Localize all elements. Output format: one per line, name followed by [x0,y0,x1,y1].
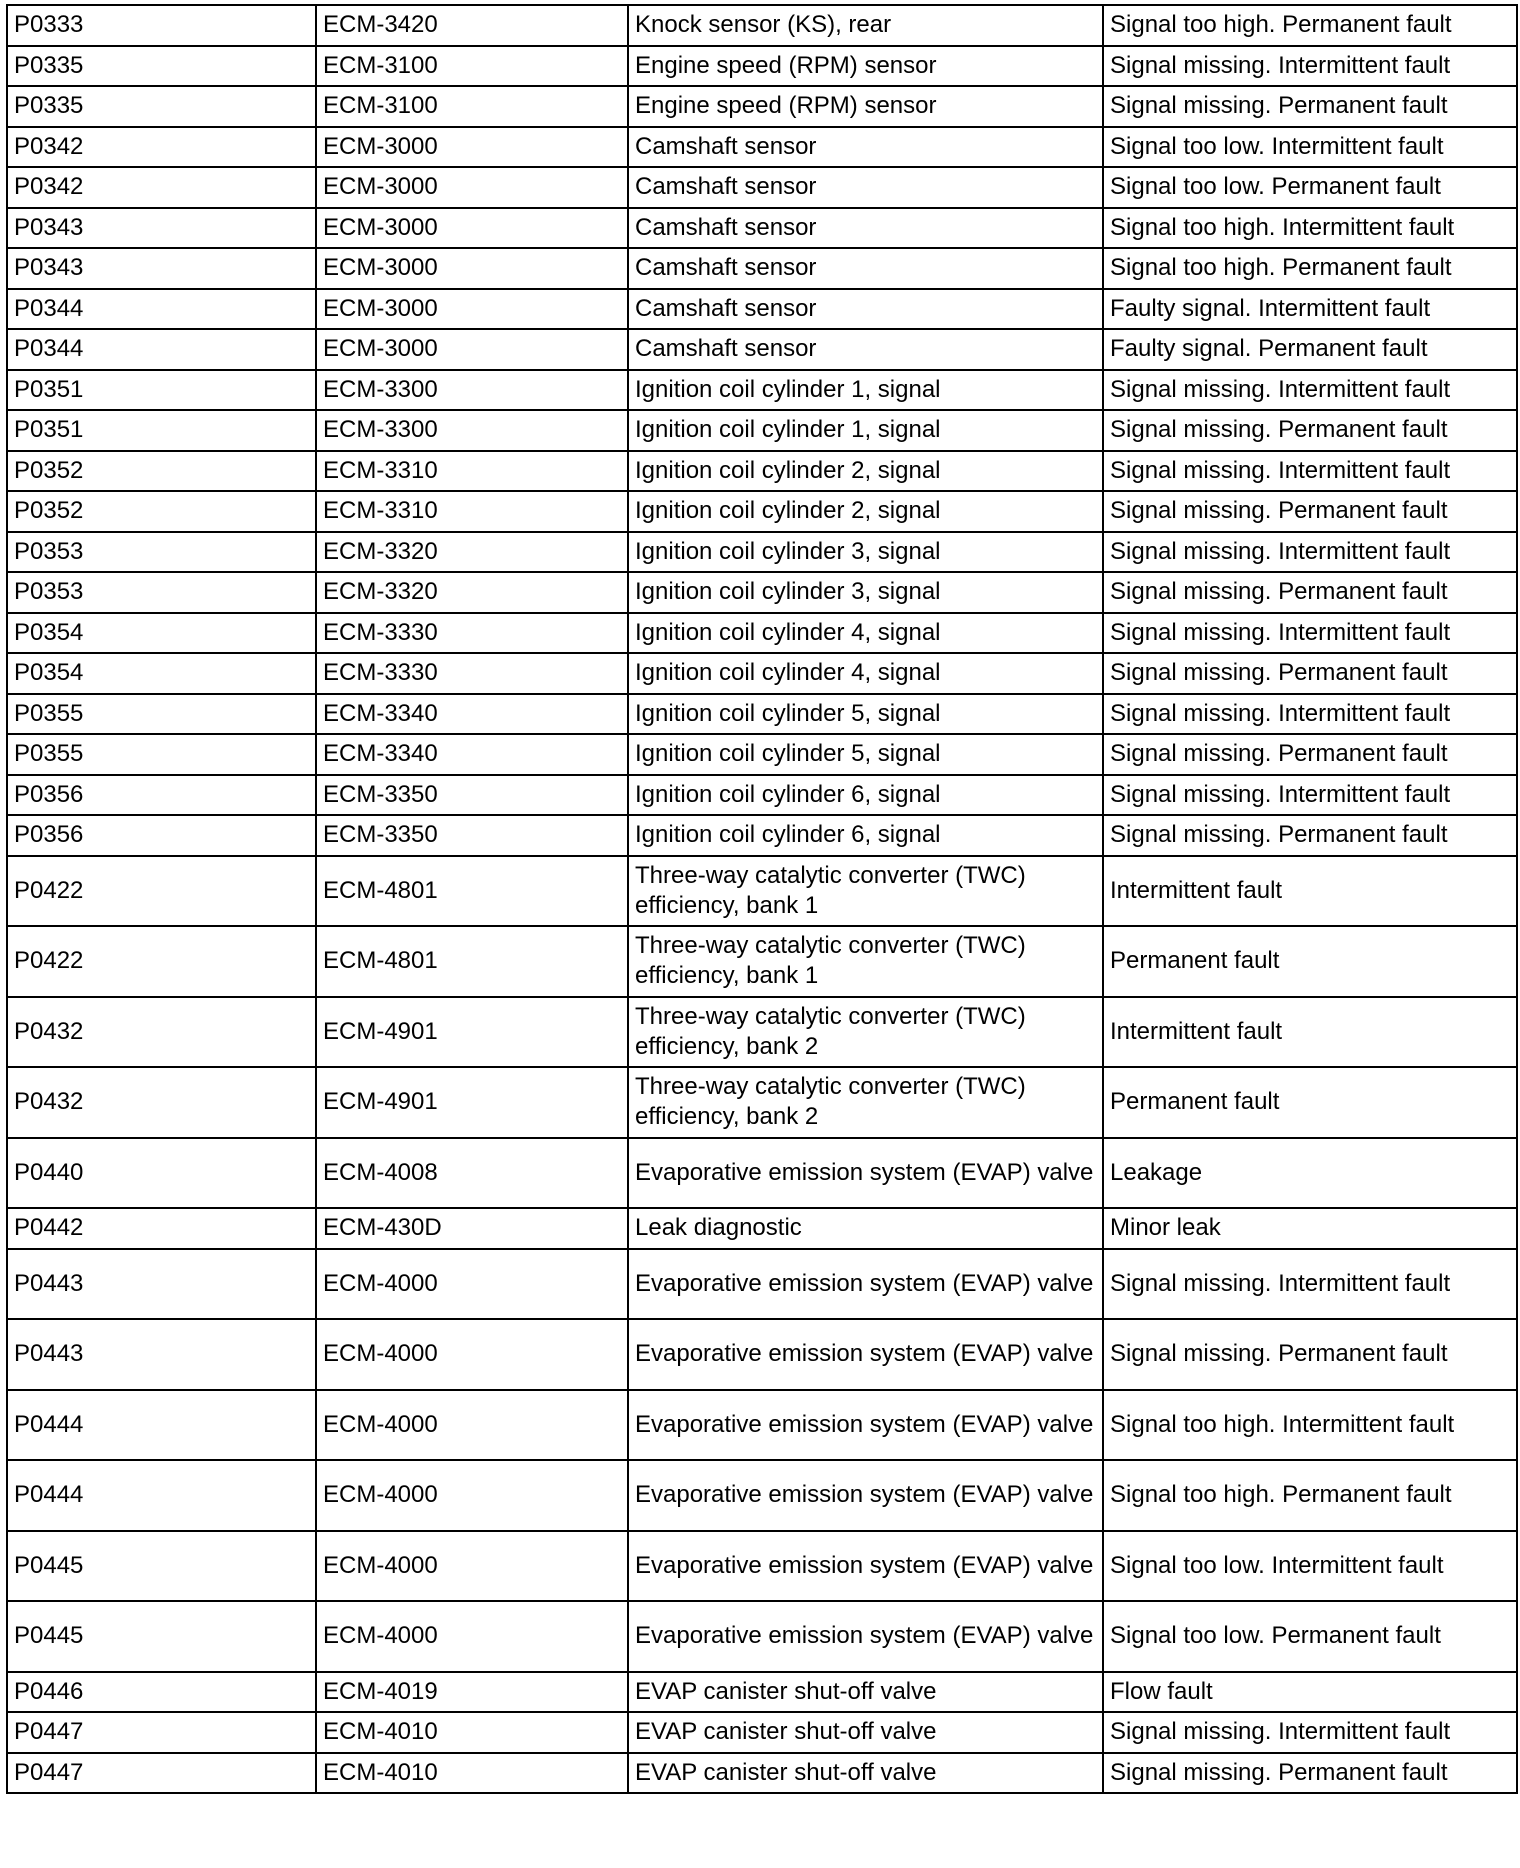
component-cell: Ignition coil cylinder 5, signal [628,734,1103,775]
table-row [7,1390,1517,1461]
table-row [7,5,1517,46]
component-cell: Knock sensor (KS), rear [628,5,1103,46]
dtc-code-cell: P0343 [7,208,316,249]
fault-code-table-body [7,5,1517,1793]
component-cell: Camshaft sensor [628,248,1103,289]
fault-description-cell: Minor leak [1103,1208,1517,1249]
component-cell: Ignition coil cylinder 2, signal [628,491,1103,532]
component-cell: Engine speed (RPM) sensor [628,86,1103,127]
dtc-code-cell: P0432 [7,997,316,1068]
dtc-code-cell: P0354 [7,613,316,654]
fault-description-cell: Signal missing. Permanent fault [1103,1319,1517,1390]
table-row [7,572,1517,613]
dtc-code-cell: P0444 [7,1460,316,1531]
dtc-code-cell: P0444 [7,1390,316,1461]
table-row [7,208,1517,249]
component-cell: Ignition coil cylinder 6, signal [628,775,1103,816]
fault-description-cell: Signal too low. Permanent fault [1103,1601,1517,1672]
ecm-code-cell: ECM-4000 [316,1531,628,1602]
ecm-code-cell: ECM-3000 [316,208,628,249]
table-row [7,451,1517,492]
component-cell: Evaporative emission system (EVAP) valve [628,1460,1103,1531]
dtc-code-cell: P0443 [7,1249,316,1320]
table-row [7,1460,1517,1531]
component-cell: Evaporative emission system (EVAP) valve [628,1390,1103,1461]
dtc-code-cell: P0354 [7,653,316,694]
table-row [7,997,1517,1068]
fault-description-cell: Signal missing. Intermittent fault [1103,694,1517,735]
fault-description-cell: Signal missing. Permanent fault [1103,491,1517,532]
fault-description-cell: Flow fault [1103,1672,1517,1713]
table-row [7,613,1517,654]
dtc-code-cell: P0342 [7,127,316,168]
dtc-code-cell: P0443 [7,1319,316,1390]
component-cell: Leak diagnostic [628,1208,1103,1249]
table-row [7,1712,1517,1753]
fault-description-cell: Signal missing. Permanent fault [1103,572,1517,613]
component-cell: Evaporative emission system (EVAP) valve [628,1138,1103,1209]
fault-description-cell: Signal too high. Permanent fault [1103,5,1517,46]
component-cell: Camshaft sensor [628,208,1103,249]
table-row [7,1601,1517,1672]
ecm-code-cell: ECM-4801 [316,856,628,927]
dtc-code-cell: P0333 [7,5,316,46]
table-row [7,289,1517,330]
dtc-code-cell: P0432 [7,1067,316,1138]
fault-description-cell: Signal missing. Intermittent fault [1103,775,1517,816]
ecm-code-cell: ECM-4010 [316,1753,628,1794]
component-cell: EVAP canister shut-off valve [628,1672,1103,1713]
fault-description-cell: Intermittent fault [1103,856,1517,927]
dtc-code-cell: P0447 [7,1712,316,1753]
dtc-code-cell: P0351 [7,370,316,411]
table-row [7,1138,1517,1209]
ecm-code-cell: ECM-3420 [316,5,628,46]
dtc-code-cell: P0342 [7,167,316,208]
fault-description-cell: Signal too low. Intermittent fault [1103,1531,1517,1602]
component-cell: Camshaft sensor [628,289,1103,330]
table-row [7,1249,1517,1320]
table-row [7,775,1517,816]
component-cell: Evaporative emission system (EVAP) valve [628,1249,1103,1320]
ecm-code-cell: ECM-3330 [316,613,628,654]
dtc-code-cell: P0335 [7,86,316,127]
ecm-code-cell: ECM-4000 [316,1390,628,1461]
ecm-code-cell: ECM-3100 [316,86,628,127]
fault-description-cell: Signal too low. Intermittent fault [1103,127,1517,168]
table-row [7,86,1517,127]
fault-description-cell: Signal too high. Permanent fault [1103,248,1517,289]
table-row [7,734,1517,775]
component-cell: Ignition coil cylinder 1, signal [628,410,1103,451]
ecm-code-cell: ECM-4019 [316,1672,628,1713]
fault-description-cell: Signal missing. Permanent fault [1103,86,1517,127]
table-row [7,248,1517,289]
component-cell: Camshaft sensor [628,127,1103,168]
ecm-code-cell: ECM-3330 [316,653,628,694]
component-cell: Three-way catalytic converter (TWC) efficiency, bank 2 [628,1067,1103,1138]
ecm-code-cell: ECM-4901 [316,1067,628,1138]
component-cell: Ignition coil cylinder 5, signal [628,694,1103,735]
component-cell: Ignition coil cylinder 1, signal [628,370,1103,411]
fault-description-cell: Signal missing. Intermittent fault [1103,1712,1517,1753]
fault-description-cell: Leakage [1103,1138,1517,1209]
dtc-code-cell: P0445 [7,1601,316,1672]
fault-description-cell: Signal missing. Permanent fault [1103,653,1517,694]
component-cell: Ignition coil cylinder 4, signal [628,653,1103,694]
dtc-code-cell: P0353 [7,532,316,573]
component-cell: Camshaft sensor [628,167,1103,208]
ecm-code-cell: ECM-4901 [316,997,628,1068]
ecm-code-cell: ECM-4000 [316,1249,628,1320]
table-row [7,1208,1517,1249]
ecm-code-cell: ECM-3000 [316,167,628,208]
component-cell: Ignition coil cylinder 4, signal [628,613,1103,654]
dtc-code-cell: P0352 [7,451,316,492]
dtc-code-cell: P0344 [7,329,316,370]
fault-description-cell: Faulty signal. Intermittent fault [1103,289,1517,330]
component-cell: Ignition coil cylinder 3, signal [628,572,1103,613]
fault-description-cell: Signal missing. Intermittent fault [1103,613,1517,654]
dtc-code-cell: P0353 [7,572,316,613]
dtc-code-cell: P0344 [7,289,316,330]
dtc-code-cell: P0445 [7,1531,316,1602]
fault-description-cell: Signal missing. Intermittent fault [1103,532,1517,573]
table-row [7,127,1517,168]
ecm-code-cell: ECM-3340 [316,734,628,775]
ecm-code-cell: ECM-3000 [316,248,628,289]
fault-description-cell: Signal missing. Permanent fault [1103,815,1517,856]
fault-description-cell: Signal too high. Intermittent fault [1103,208,1517,249]
ecm-code-cell: ECM-4008 [316,1138,628,1209]
dtc-code-cell: P0352 [7,491,316,532]
dtc-code-cell: P0356 [7,815,316,856]
table-row [7,532,1517,573]
ecm-code-cell: ECM-4000 [316,1601,628,1672]
fault-description-cell: Signal missing. Permanent fault [1103,734,1517,775]
component-cell: Three-way catalytic converter (TWC) efficiency, bank 1 [628,856,1103,927]
component-cell: EVAP canister shut-off valve [628,1753,1103,1794]
fault-description-cell: Signal too low. Permanent fault [1103,167,1517,208]
ecm-code-cell: ECM-3000 [316,289,628,330]
table-row [7,1672,1517,1713]
dtc-code-cell: P0356 [7,775,316,816]
table-row [7,491,1517,532]
dtc-code-cell: P0355 [7,694,316,735]
component-cell: Camshaft sensor [628,329,1103,370]
ecm-code-cell: ECM-3320 [316,532,628,573]
fault-code-table [6,4,1518,1794]
table-row [7,653,1517,694]
table-row [7,815,1517,856]
ecm-code-cell: ECM-4801 [316,926,628,997]
fault-description-cell: Permanent fault [1103,926,1517,997]
ecm-code-cell: ECM-3310 [316,491,628,532]
component-cell: Engine speed (RPM) sensor [628,46,1103,87]
component-cell: EVAP canister shut-off valve [628,1712,1103,1753]
fault-description-cell: Signal missing. Intermittent fault [1103,1249,1517,1320]
table-row [7,46,1517,87]
component-cell: Ignition coil cylinder 3, signal [628,532,1103,573]
dtc-code-cell: P0442 [7,1208,316,1249]
dtc-code-cell: P0422 [7,856,316,927]
ecm-code-cell: ECM-3350 [316,815,628,856]
component-cell: Evaporative emission system (EVAP) valve [628,1319,1103,1390]
fault-description-cell: Signal missing. Intermittent fault [1103,451,1517,492]
table-row [7,370,1517,411]
table-row [7,1319,1517,1390]
component-cell: Three-way catalytic converter (TWC) efficiency, bank 2 [628,997,1103,1068]
ecm-code-cell: ECM-3100 [316,46,628,87]
table-row [7,410,1517,451]
dtc-code-cell: P0355 [7,734,316,775]
ecm-code-cell: ECM-3000 [316,329,628,370]
document-page [6,4,1518,1794]
fault-description-cell: Permanent fault [1103,1067,1517,1138]
component-cell: Ignition coil cylinder 2, signal [628,451,1103,492]
table-row [7,1531,1517,1602]
component-cell: Ignition coil cylinder 6, signal [628,815,1103,856]
ecm-code-cell: ECM-3350 [316,775,628,816]
component-cell: Evaporative emission system (EVAP) valve [628,1531,1103,1602]
component-cell: Evaporative emission system (EVAP) valve [628,1601,1103,1672]
fault-description-cell: Intermittent fault [1103,997,1517,1068]
table-row [7,1067,1517,1138]
ecm-code-cell: ECM-4000 [316,1460,628,1531]
table-row [7,329,1517,370]
fault-description-cell: Signal missing. Intermittent fault [1103,370,1517,411]
ecm-code-cell: ECM-430D [316,1208,628,1249]
dtc-code-cell: P0335 [7,46,316,87]
dtc-code-cell: P0343 [7,248,316,289]
fault-description-cell: Faulty signal. Permanent fault [1103,329,1517,370]
component-cell: Three-way catalytic converter (TWC) efficiency, bank 1 [628,926,1103,997]
table-row [7,926,1517,997]
dtc-code-cell: P0447 [7,1753,316,1794]
dtc-code-cell: P0422 [7,926,316,997]
dtc-code-cell: P0440 [7,1138,316,1209]
table-row [7,167,1517,208]
ecm-code-cell: ECM-3310 [316,451,628,492]
fault-description-cell: Signal too high. Permanent fault [1103,1460,1517,1531]
fault-description-cell: Signal missing. Permanent fault [1103,1753,1517,1794]
ecm-code-cell: ECM-3300 [316,370,628,411]
fault-description-cell: Signal too high. Intermittent fault [1103,1390,1517,1461]
dtc-code-cell: P0446 [7,1672,316,1713]
dtc-code-cell: P0351 [7,410,316,451]
ecm-code-cell: ECM-4010 [316,1712,628,1753]
fault-description-cell: Signal missing. Permanent fault [1103,410,1517,451]
fault-description-cell: Signal missing. Intermittent fault [1103,46,1517,87]
ecm-code-cell: ECM-3300 [316,410,628,451]
ecm-code-cell: ECM-3340 [316,694,628,735]
ecm-code-cell: ECM-3000 [316,127,628,168]
table-row [7,694,1517,735]
ecm-code-cell: ECM-3320 [316,572,628,613]
table-row [7,856,1517,927]
table-row [7,1753,1517,1794]
ecm-code-cell: ECM-4000 [316,1319,628,1390]
